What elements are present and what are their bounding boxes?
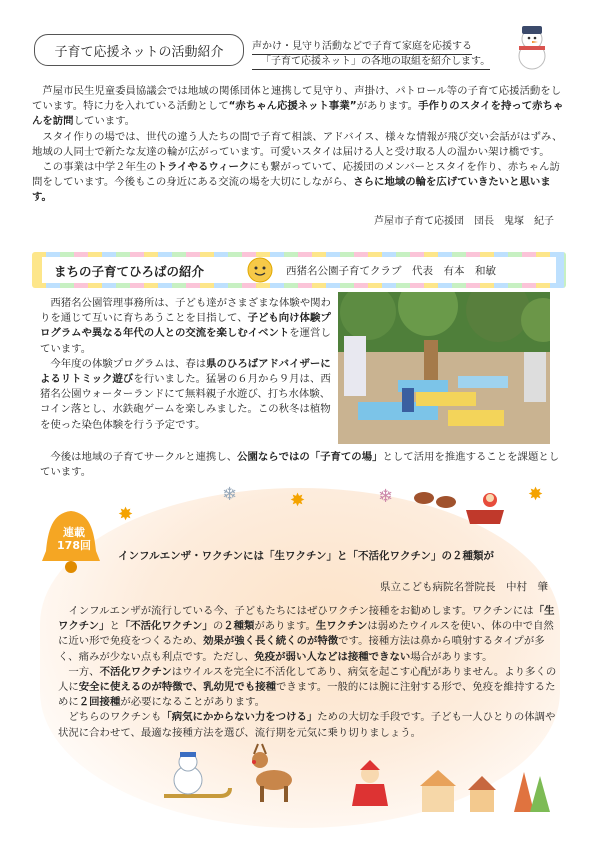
- snowflake-icon: ✸: [118, 504, 134, 525]
- bold-text: 公園ならではの「子育ての場」: [237, 451, 383, 463]
- paragraph: [58, 710, 558, 740]
- text-run: と: [109, 620, 120, 633]
- plaza-intro-body: [40, 296, 336, 433]
- bold-text: 効果が強く長く続くのが特徴: [203, 635, 339, 648]
- text-run: 芦屋市民生児童委員協議会では地域の関係団体と連携して見守り、声掛け、パトロール等の子育て応援活動をしています。特に力を入れている活動として: [32, 85, 562, 113]
- lead-line: 「子育て応援ネット」の各地の取組を紹介します。: [252, 55, 490, 70]
- series-number-label: [52, 526, 96, 552]
- text-run: できます。一般的には腕に注射する形で、免疫を維持するために: [58, 681, 556, 709]
- activity-intro-title: 子育て応援ネットの活動紹介: [54, 44, 224, 60]
- snowman-sled-icon: [160, 752, 236, 810]
- paragraph: [32, 160, 564, 206]
- text-run: を行いました。猛暑の６月から９月は、西猪名公園ウォーターランドにて無料親子水遊び、打ち水体験、コイン落とし、水鉄砲ゲームを楽しみました。この秋冬は植物を使った染色体験を行う予定です。: [40, 373, 331, 431]
- column-title: インフルエンザ・ワクチンには「生ワクチン」と「不活化ワクチン」の２種類が: [118, 550, 495, 562]
- text-run: があります。: [254, 620, 316, 633]
- paragraph: [40, 357, 336, 433]
- santa-sleigh-icon: [410, 474, 514, 530]
- text-run: が必要になることがあります。: [120, 696, 265, 709]
- activity-intro-signature: 芦屋市子育て応援団 団長 鬼塚 紀子: [374, 216, 554, 227]
- text-run: 場合があります。: [410, 650, 493, 663]
- paragraph: [58, 665, 558, 711]
- paragraph: [58, 604, 558, 665]
- bold-text: 県のひろばアドバイザーによるリトミック遊び: [40, 357, 331, 386]
- text-run: を運営しています。: [40, 327, 331, 355]
- text-run: は弱めたウイルスを使い、体の中で自然に近い形で免疫をつくるため、: [58, 620, 554, 648]
- snowman-icon: [510, 22, 554, 72]
- text-run: として活用を推進することを課題としています。: [40, 451, 560, 479]
- text-run: インフルエンザが流行している今、子どもたちにはぜひワクチン接種をお勧めします。ワクチンには: [58, 605, 534, 617]
- text-run: はウイルスを完全に不活化してあり、病気を起こす心配がありません。より多くの人に: [58, 665, 557, 694]
- activity-intro-lead: [252, 40, 514, 70]
- bold-text: 生ワクチン: [315, 620, 368, 633]
- bold-text: “赤ちゃん応援ネット事業”: [228, 100, 357, 113]
- text-run: どちらのワクチンも: [58, 711, 162, 724]
- house-icon: [414, 766, 554, 818]
- column-body: [58, 604, 558, 741]
- activity-intro-header: [34, 34, 244, 66]
- snowflake-icon: ❄: [222, 484, 238, 505]
- reindeer-icon: [240, 740, 300, 810]
- text-run: です。接種方法は鼻から噴射するタイプが多く、痛みが少ない点も利点です。ただし、: [58, 635, 545, 663]
- paragraph: [40, 296, 336, 357]
- bold-text: 「病気にかからない力をつける」: [161, 711, 318, 724]
- text-run: の: [212, 620, 224, 633]
- text-run: があります。: [356, 100, 419, 113]
- snowflake-icon: ✸: [528, 484, 544, 505]
- santa-icon: [346, 760, 394, 810]
- bold-text: 安全に使えるのが特徴で、乳幼児でも接種: [78, 681, 276, 694]
- activity-intro-body: [32, 84, 564, 206]
- text-run: にも繋がっていて、応援団のメンバーとスタイを作り、赤ちゃん訪問をしています。今後もこの身近にある交流の場を大切にしながら、: [32, 161, 560, 189]
- bold-text: ２回接種: [78, 696, 121, 709]
- paragraph: [32, 130, 564, 160]
- text-run: ための大切な手段です。子ども一人ひとりの体調や状況に合わせて、最適な接種方法を選び、流行期を元気に乗り切りましょう。: [58, 711, 556, 739]
- text-run: 今後は地域の子育てサークルと連携し、: [40, 451, 238, 463]
- bold-text: トライやるウィーク: [156, 161, 250, 174]
- bold-text: 子ども向け体験プログラムや異なる年代の人との交流を楽しむイベント: [40, 312, 331, 340]
- park-activity-photo: [338, 292, 550, 444]
- text-run: 西猪名公園管理事務所は、子ども達がさまざまな体験や関わりを通じて互いに育ちあうことを目指して、: [40, 297, 331, 325]
- snowflake-icon: ✸: [290, 490, 306, 511]
- bold-text: ２種類: [223, 620, 255, 633]
- series-count: 178回: [57, 539, 91, 552]
- bold-text: さらに地域の輪を広げていきたいと思います。: [32, 176, 551, 204]
- paragraph: [32, 84, 564, 130]
- smiling-sun-icon: [246, 256, 274, 284]
- text-run: 今年度の体験プログラムは、春は: [40, 357, 207, 370]
- text-run: スタイ作りの場では、世代の違う人たちの間で子育て相談、アドバイス、様々な情報が飛び交い会話がはずみ、地域の人同士で新たな友達の輪が広がっています。可愛いスタイは届ける人と受け取る人の温かい架け橋です。: [32, 130, 563, 158]
- bold-text: 手作りのスタイを持って赤ちゃんを訪問: [32, 100, 564, 128]
- bold-text: 「生ワクチン」: [58, 605, 555, 633]
- bold-text: 免疫が弱い人などは接種できない: [254, 650, 411, 663]
- bold-text: 不活化ワクチン: [99, 665, 172, 678]
- plaza-club-name: 西猪名公園子育てクラブ 代表 有本 和敏: [286, 265, 496, 277]
- plaza-intro-title: まちの子育てひろばの紹介: [54, 264, 205, 279]
- series-label: 連載: [63, 526, 85, 539]
- column-author: 県立こども病院名誉院長 中村 肇: [380, 581, 548, 593]
- text-run: しています。: [73, 115, 136, 128]
- text-run: 一方、: [58, 665, 100, 678]
- snowflake-icon: ❄: [378, 486, 394, 507]
- lead-line: 声かけ・見守り活動などで子育て家庭を応援する: [252, 40, 472, 55]
- text-run: この事業は中学２年生の: [32, 161, 157, 174]
- bold-text: 「不活化ワクチン」: [119, 620, 213, 633]
